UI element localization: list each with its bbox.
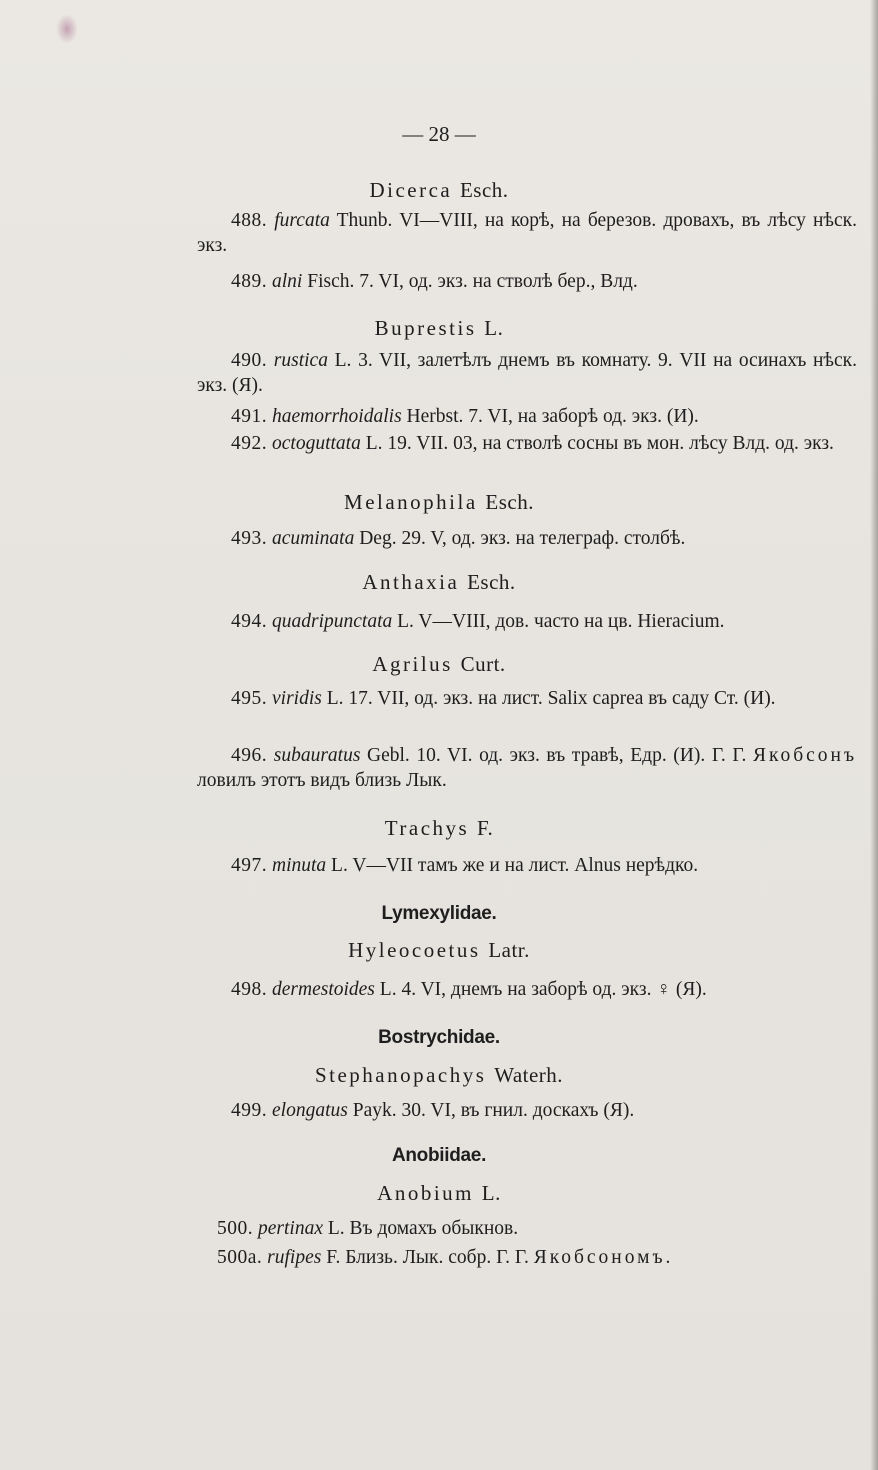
genus-name: Buprestis (374, 316, 477, 340)
entry-text: L. 4. VI, днемъ на заборѣ од. экз. ♀ (Я). (379, 979, 707, 1000)
entry-number: 490. (231, 350, 268, 371)
family-heading-anobiidae: Anobiidae. (391, 1145, 487, 1166)
entry-490 (197, 348, 857, 398)
entry-number: 496. (231, 745, 268, 766)
entry-number: 500a. (217, 1247, 263, 1268)
entry-493 (197, 526, 857, 551)
genus-author: L. (481, 1181, 501, 1205)
genus-name: Anobium (377, 1181, 474, 1205)
family-heading-lymexylidae: Lymexylidae. (381, 903, 497, 924)
genus-name: Stephanopachys (314, 1063, 487, 1087)
entry-text: Fisch. 7. VI, од. экз. на стволѣ бер., Влд. (307, 271, 638, 292)
entry-text: Thunb. VI—VIII, на корѣ, на березов. дровахъ, въ лѣсу нѣск. экз. (197, 210, 857, 256)
entry-number: 499. (231, 1100, 268, 1121)
entry-491 (197, 404, 857, 429)
collector-name: Якобсономъ. (533, 1247, 674, 1268)
species-name: acuminata (272, 528, 355, 549)
genus-heading-anobium (0, 1181, 878, 1206)
genus-name: Dicerca (369, 178, 453, 202)
entry-489 (197, 269, 857, 294)
genus-author: F. (476, 816, 494, 840)
genus-name: Agrilus (372, 652, 453, 676)
entry-499 (197, 1098, 857, 1123)
genus-name: Trachys (384, 816, 470, 840)
genus-heading-melanophila (0, 490, 878, 515)
species-name: elongatus (272, 1100, 348, 1121)
entry-text: L. V—VIII, дов. часто на цв. Hieracium. (397, 611, 725, 632)
genus-name: Melanophila (344, 490, 478, 514)
genus-author: Esch. (459, 178, 509, 202)
genus-author: Esch. (485, 490, 534, 514)
genus-author: Esch. (467, 570, 516, 594)
entry-text: Payk. 30. VI, въ гнил. доскахъ (Я). (352, 1100, 635, 1121)
entry-495 (197, 686, 857, 711)
entry-497 (197, 853, 857, 878)
entry-number: 489. (231, 271, 268, 292)
entry-number: 488. (231, 210, 268, 231)
species-name: dermestoides (272, 979, 375, 1000)
entry-text: L. 19. VII. 03, на стволѣ сосны въ мон. лѣсу Влд. од. экз. (365, 433, 834, 454)
entry-number: 495. (231, 688, 268, 709)
entry-text: Gebl. 10. VI. од. экз. въ травѣ, Едр. (И). (367, 745, 706, 766)
entry-text: L. V—VII тамъ же и на лист. Alnus нерѣдко. (331, 855, 699, 876)
entry-494 (197, 609, 857, 634)
species-name: subauratus (273, 745, 361, 766)
entry-number: 491. (231, 406, 268, 427)
entry-496 (197, 743, 857, 793)
genus-name: Hyleocoetus (348, 938, 481, 962)
genus-author: Latr. (488, 938, 530, 962)
species-name: quadripunctata (272, 611, 393, 632)
entry-text: Herbst. 7. VI, на заборѣ од. экз. (И). (406, 406, 699, 427)
entry-498 (197, 977, 857, 1002)
species-name: octoguttata (272, 433, 361, 454)
genus-heading-buprestis (0, 316, 878, 341)
genus-heading-dicerca (0, 178, 878, 203)
collector-initials: Г. Г. (711, 745, 747, 766)
species-name: furcata (274, 210, 330, 231)
entry-number: 497. (231, 855, 268, 876)
genus-name: Anthaxia (362, 570, 460, 594)
species-name: pertinax (258, 1218, 323, 1239)
species-name: alni (272, 271, 303, 292)
genus-heading-agrilus (0, 652, 878, 677)
family-heading-bostrychidae: Bostrychidae. (378, 1027, 500, 1048)
genus-author: L. (484, 316, 504, 340)
entry-text: F. Близь. Лык. собр. Г. Г. (326, 1247, 529, 1268)
entry-number: 498. (231, 979, 268, 1000)
species-name: minuta (272, 855, 327, 876)
entry-492 (197, 431, 857, 456)
entry-number: 500. (217, 1218, 254, 1239)
genus-author: Curt. (460, 652, 506, 676)
entry-number: 492. (231, 433, 268, 454)
entry-number: 493. (231, 528, 268, 549)
page-number: — 28 — (402, 122, 476, 146)
collector-name: Якобсонъ (752, 745, 858, 766)
genus-heading-anthaxia (0, 570, 878, 595)
entry-text: Deg. 29. V, од. экз. на телеграф. столбѣ. (359, 528, 686, 549)
genus-author: Waterh. (494, 1063, 564, 1087)
genus-heading-hyleocoetus (0, 938, 878, 963)
species-name: rufipes (267, 1247, 322, 1268)
entry-text: L. Въ домахъ обыкнов. (327, 1218, 519, 1239)
entry-text: L. 17. VII, од. экз. на лист. Salix caprea въ саду Ст. (И). (326, 688, 776, 709)
entry-text: L. 3. VII, залетѣлъ днемъ въ комнату. 9. VII на осинахъ нѣск. экз. (Я). (197, 350, 858, 396)
entry-500a (197, 1245, 857, 1270)
entry-note: ловилъ этотъ видъ близь Лык. (197, 770, 447, 791)
genus-heading-trachys (0, 816, 878, 841)
species-name: rustica (273, 350, 328, 371)
entry-488 (197, 208, 857, 258)
genus-heading-stephanopachys (0, 1063, 878, 1088)
entry-500 (197, 1216, 857, 1241)
species-name: viridis (272, 688, 322, 709)
species-name: haemorrhoidalis (272, 406, 402, 427)
entry-number: 494. (231, 611, 268, 632)
